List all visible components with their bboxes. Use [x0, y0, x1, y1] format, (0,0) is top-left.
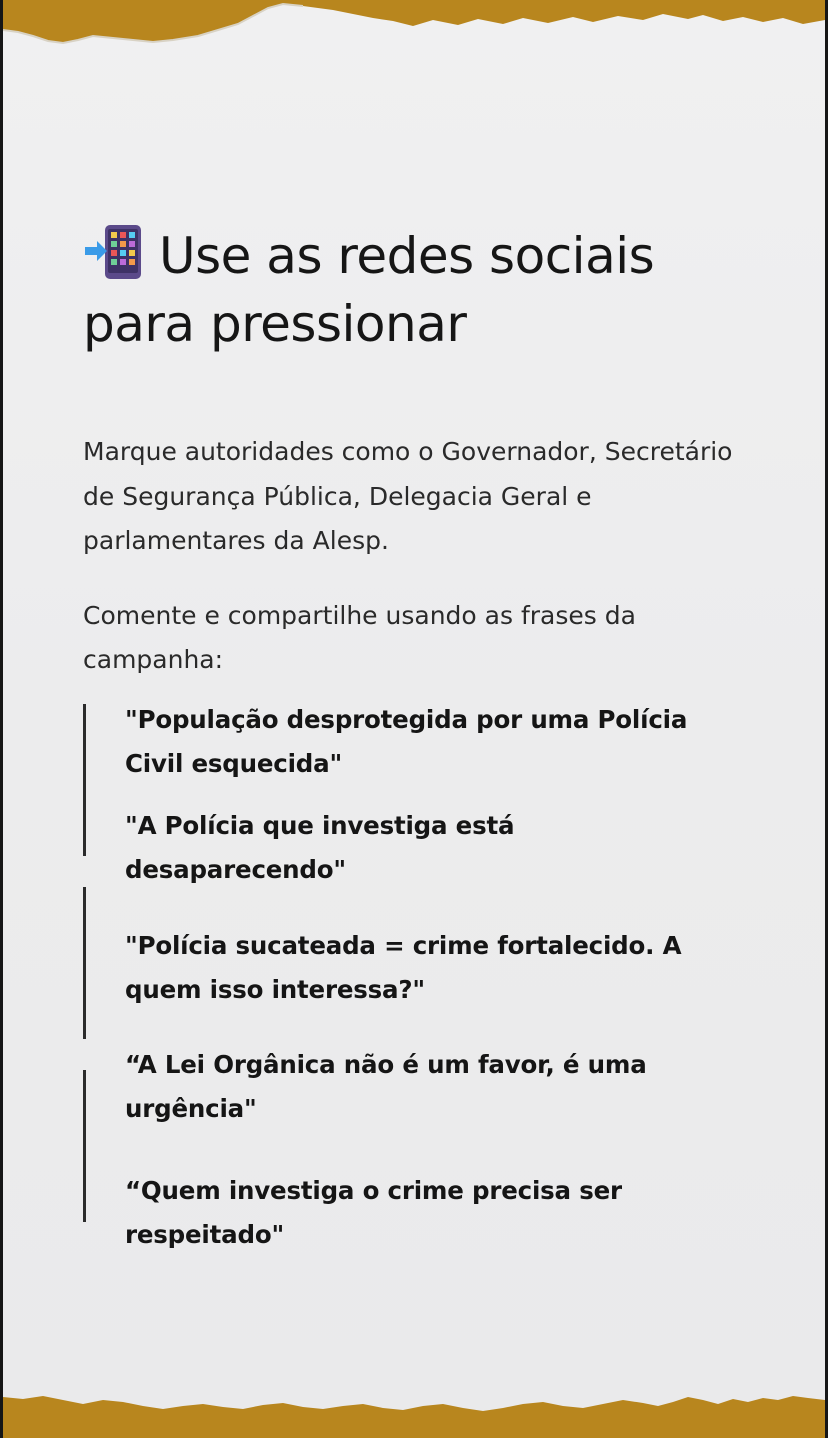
torn-paper-top-border — [3, 0, 825, 60]
title-line-2: para pressionar — [83, 295, 467, 353]
instruction-paragraph-tag-authorities: Marque autoridades como o Governador, Secretário de Segurança Pública, Delegacia Geral e parlamentares da Alesp. — [83, 437, 733, 555]
campaign-quote: "Polícia sucateada = crime fortalecido. A quem isso interessa?" — [125, 931, 682, 1004]
instruction-paragraph-share-phrases: Comente e compartilhe usando as frases da campanha: — [83, 600, 636, 674]
quote-group-bar-1 — [83, 704, 86, 856]
title-line-1: Use as redes sociais — [159, 227, 655, 285]
quote-group-bar-3 — [83, 1070, 86, 1222]
page-title — [83, 222, 743, 358]
campaign-quote: “A Lei Orgânica não é um favor, é uma urgência" — [125, 1050, 647, 1123]
campaign-quote: "População desprotegida por uma Polícia Civil esquecida" — [125, 705, 688, 778]
mobile-phone-arrow-icon — [83, 223, 147, 281]
main-content — [83, 222, 743, 683]
torn-paper-bottom-border — [3, 1378, 825, 1438]
quote-group-bar-2 — [83, 887, 86, 1039]
paper-card — [3, 0, 825, 1438]
campaign-quote: "A Polícia que investiga está desaparecendo" — [125, 811, 515, 884]
campaign-quote: “Quem investiga o crime precisa ser respeitado" — [125, 1176, 622, 1249]
